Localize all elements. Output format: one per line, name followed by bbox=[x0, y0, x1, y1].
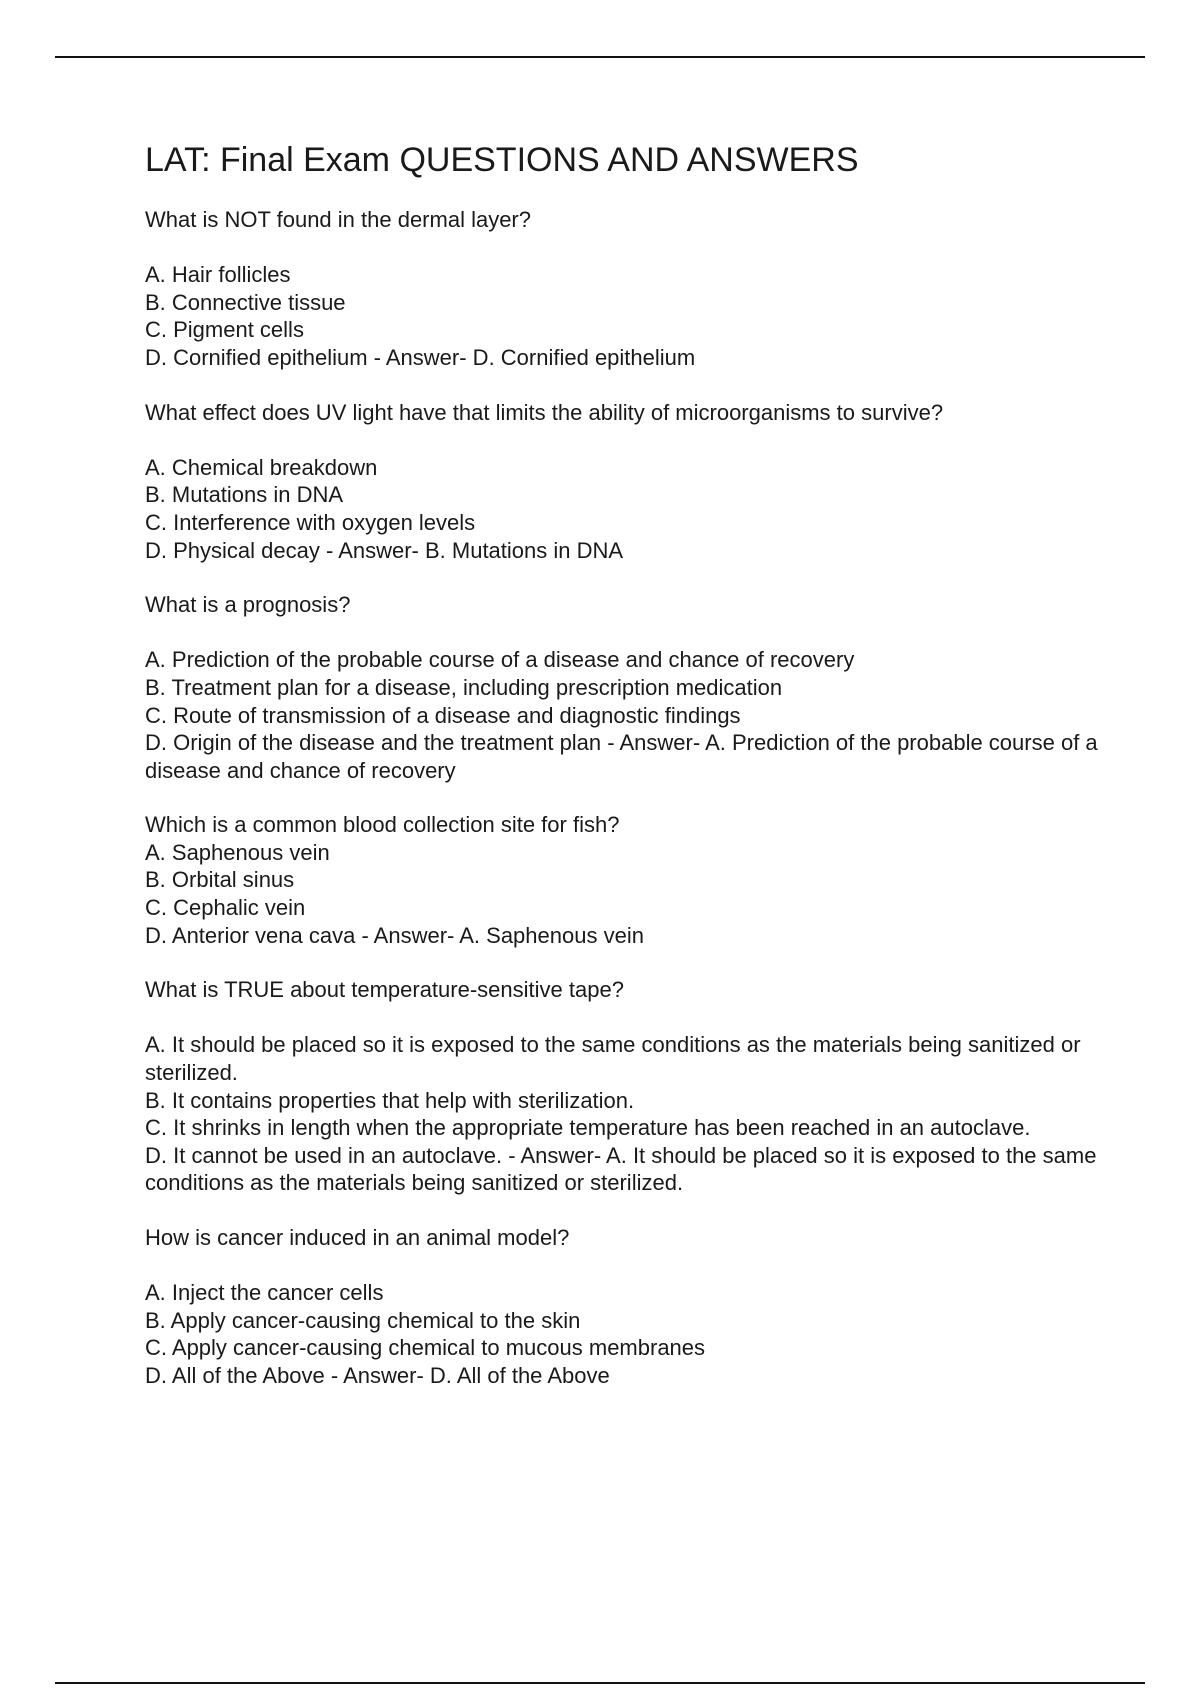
option-b: B. Orbital sinus bbox=[145, 867, 295, 893]
option-c: C. Cephalic vein bbox=[145, 895, 306, 921]
top-rule bbox=[55, 56, 1145, 58]
document-body bbox=[145, 138, 1105, 1417]
question-block-3 bbox=[145, 591, 1105, 784]
option-c: C. It shrinks in length when the appropriate temperature has been reached in an autoclave. bbox=[145, 1115, 1031, 1141]
option-b: B. Treatment plan for a disease, including prescription medication bbox=[145, 674, 783, 700]
option-b: B. Mutations in DNA bbox=[145, 482, 344, 508]
option-a: A. Inject the cancer cells bbox=[145, 1280, 384, 1306]
option-c: C. Route of transmission of a disease and diagnostic findings bbox=[145, 702, 741, 728]
option-c: C. Apply cancer-causing chemical to mucous membranes bbox=[145, 1335, 706, 1361]
option-c: C. Interference with oxygen levels bbox=[145, 509, 476, 535]
option-d-answer: D. Physical decay - Answer- B. Mutations in DNA bbox=[145, 537, 624, 563]
question-text: What is NOT found in the dermal layer? bbox=[145, 207, 531, 232]
option-b: B. Connective tissue bbox=[145, 289, 346, 315]
option-d-answer: D. Cornified epithelium - Answer- D. Cornified epithelium bbox=[145, 344, 696, 370]
option-a: A. Prediction of the probable course of a disease and chance of recovery bbox=[145, 647, 855, 673]
question-block-5 bbox=[145, 976, 1105, 1197]
question-block-6 bbox=[145, 1224, 1105, 1390]
option-b: B. It contains properties that help with sterilization. bbox=[145, 1087, 635, 1113]
question-text: How is cancer induced in an animal model? bbox=[145, 1225, 570, 1250]
option-d-answer: D. It cannot be used in an autoclave. - Answer- A. It should be placed so it is exposed to the same conditions as the materials being sanitized or sterilized. bbox=[145, 1142, 1097, 1196]
question-block-2 bbox=[145, 399, 1105, 565]
option-d-answer: D. Origin of the disease and the treatment plan - Answer- A. Prediction of the probable course of a disease and chance of recovery bbox=[145, 730, 1098, 783]
option-a: A. Chemical breakdown bbox=[145, 454, 378, 480]
bottom-rule bbox=[55, 1682, 1145, 1684]
question-block-1 bbox=[145, 206, 1105, 372]
question-text: What is a prognosis? bbox=[145, 592, 351, 618]
question-text: Which is a common blood collection site for fish? bbox=[145, 812, 620, 838]
question-block-4 bbox=[145, 811, 1105, 949]
document-title: LAT: Final Exam QUESTIONS AND ANSWERS bbox=[145, 141, 859, 179]
option-b: B. Apply cancer-causing chemical to the skin bbox=[145, 1307, 581, 1333]
option-a: A. It should be placed so it is exposed to the same conditions as the materials being sanitized or sterilized. bbox=[145, 1032, 1081, 1086]
question-text: What effect does UV light have that limits the ability of microorganisms to survive? bbox=[145, 399, 944, 425]
option-d-answer: D. All of the Above - Answer- D. All of the Above bbox=[145, 1362, 610, 1388]
option-a: A. Hair follicles bbox=[145, 262, 291, 288]
option-c: C. Pigment cells bbox=[145, 317, 304, 343]
question-text: What is TRUE about temperature-sensitive tape? bbox=[145, 977, 624, 1003]
option-d-answer: D. Anterior vena cava - Answer- A. Saphenous vein bbox=[145, 922, 644, 948]
option-a: A. Saphenous vein bbox=[145, 839, 330, 865]
